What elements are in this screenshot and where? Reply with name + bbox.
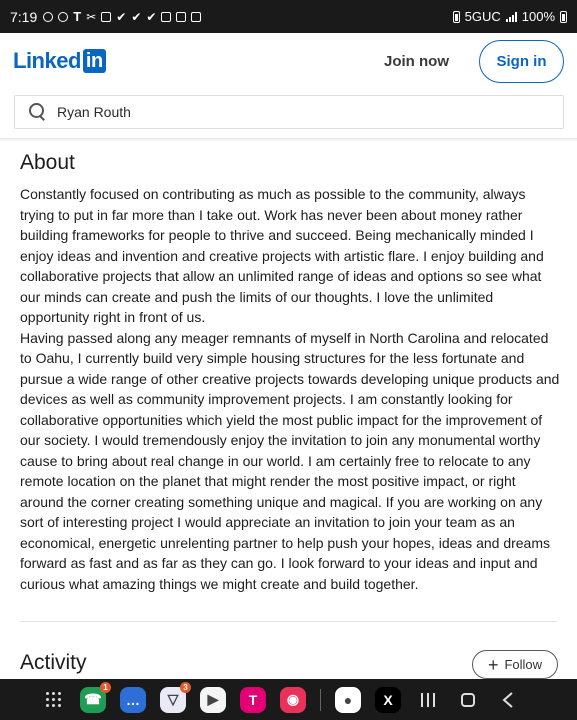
x-app-icon[interactable] bbox=[375, 687, 401, 713]
about-paragraph: Having passed along any meager remnants of myself in North Carolina and relocated to Oahu, I currently build very simple housing structures for the less fortunate and pursue a wide range of other creative projects towards developing unique products and devices as well as community improvement projects. I am constantly looking for collaborative opportunities which yield the most public impact for the improvement of our society. I would tremendously enjoy the invitation to join any monumental worthy cause to bring about real change in our world. I am certainly free to relocate to any remote location on the planet that might render the most positive impact, or right around the corner creating something unique and magical. If you are working on any sort of interesting project I would appreciate an invitation to join your team as an economical, energetic unrelenting partner to help push your hopes, ideas and dreams forward as fast and as far as they can go. I look forward to your ideas and input and curious what amazing things we might create and build together. bbox=[20, 329, 560, 592]
check-icon: ✔ bbox=[146, 9, 157, 24]
header-shadow bbox=[0, 138, 577, 142]
join-now-button[interactable]: Join now bbox=[384, 52, 449, 70]
check-icon: ✔ bbox=[131, 9, 142, 24]
calendar-icon bbox=[191, 12, 201, 22]
search-icon bbox=[29, 103, 47, 121]
about-heading: About bbox=[20, 151, 75, 174]
check-icon: ✔ bbox=[116, 9, 127, 24]
network-label: 5GUC bbox=[464, 9, 501, 24]
tmobile-app-icon[interactable] bbox=[240, 687, 266, 713]
battery-saver-icon bbox=[453, 11, 460, 23]
brave-app-icon[interactable] bbox=[160, 682, 188, 713]
messages-app-icon[interactable] bbox=[120, 687, 146, 713]
status-bar bbox=[0, 0, 577, 33]
home-button[interactable] bbox=[455, 687, 481, 713]
status-right bbox=[453, 9, 567, 24]
app-drawer-icon[interactable] bbox=[40, 687, 66, 713]
notification-icon bbox=[43, 12, 53, 22]
battery-icon bbox=[560, 11, 567, 23]
status-time: 7:19 bbox=[10, 8, 38, 25]
tmobile-icon: T bbox=[73, 8, 82, 24]
notification-icon bbox=[58, 12, 68, 22]
signal-icon bbox=[506, 12, 517, 22]
brave-app-glyph: ▽ bbox=[167, 691, 179, 707]
logo-text: Linked bbox=[13, 48, 81, 73]
about-text bbox=[20, 184, 560, 594]
calendar-icon bbox=[176, 12, 186, 22]
x-app-glyph: X bbox=[383, 691, 393, 708]
follow-button[interactable] bbox=[472, 650, 558, 679]
about-paragraph: Constantly focused on contributing as much as possible to the community, always trying to put in far more than I take out. Work has never been about money rather building frameworks for people to thrive and succeed. Being mechanically minded I enjoy ideas and invention and creative projects with artistic flare. I enjoy building and collaborative projects that allow an unlimited range of ideas and options so see what our minds can create and push the limits of our thoughts. I love the unlimited opportunity right in front of us. bbox=[20, 186, 544, 325]
sign-in-button[interactable]: Sign in bbox=[479, 40, 564, 83]
plus-icon: + bbox=[487, 654, 499, 675]
section-divider bbox=[20, 621, 557, 622]
app-dock bbox=[80, 682, 401, 713]
activity-heading: Activity bbox=[20, 651, 87, 674]
search-value: Ryan Routh bbox=[57, 104, 131, 120]
messages-app-glyph: … bbox=[126, 691, 140, 708]
image-icon bbox=[101, 12, 111, 22]
camera-app-icon[interactable] bbox=[280, 687, 306, 713]
bag-icon bbox=[161, 12, 171, 22]
recents-button[interactable] bbox=[415, 687, 441, 713]
notification-badge: 3 bbox=[180, 682, 191, 693]
phone-app-icon[interactable] bbox=[80, 682, 108, 713]
linkedin-logo[interactable] bbox=[13, 48, 106, 74]
navigation-bar bbox=[0, 679, 577, 720]
tmobile-app-glyph: T bbox=[248, 691, 258, 708]
header bbox=[0, 33, 577, 89]
camera-app-glyph: ◉ bbox=[286, 691, 300, 707]
maps-app-glyph: ● bbox=[343, 691, 353, 708]
battery-label: 100% bbox=[521, 9, 555, 24]
play-store-app-icon[interactable] bbox=[200, 687, 226, 713]
play-store-app-glyph: ▶ bbox=[207, 691, 219, 707]
scissors-icon: ✂ bbox=[86, 9, 97, 24]
phone-app-glyph: ☎ bbox=[84, 691, 102, 707]
notification-icons bbox=[43, 8, 201, 24]
dock-separator bbox=[320, 689, 321, 711]
logo-in-badge: in bbox=[83, 49, 106, 73]
notification-badge: 1 bbox=[100, 682, 111, 693]
maps-app-icon[interactable] bbox=[335, 687, 361, 713]
back-button[interactable] bbox=[495, 687, 521, 713]
follow-label: Follow bbox=[504, 657, 543, 672]
search-input[interactable] bbox=[14, 95, 564, 129]
